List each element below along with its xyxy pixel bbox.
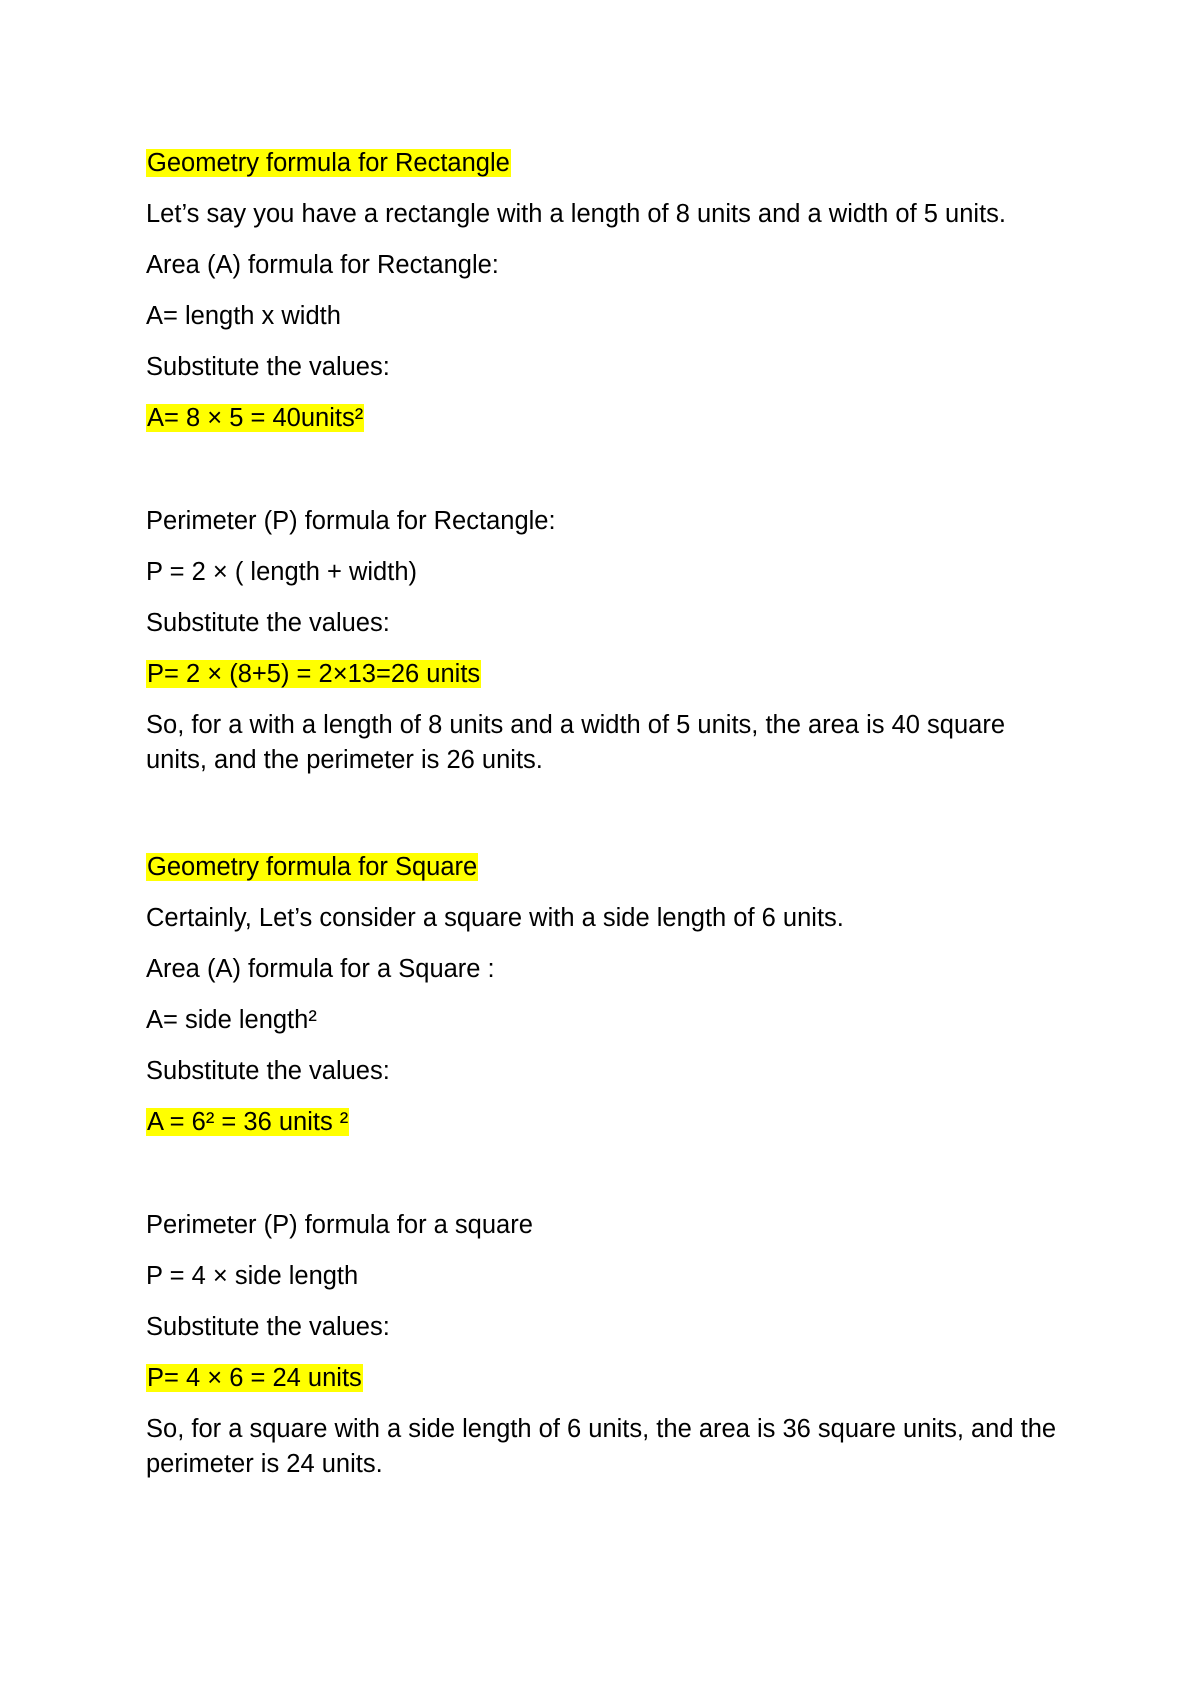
rectangle-perimeter-result-line (146, 657, 1066, 692)
rectangle-summary: So, for a with a length of 8 units and a width of 5 units, the area is 40 square units, and the perimeter is 26 units. (146, 711, 1006, 774)
rectangle-perimeter-result: P= 2 × (8+5) = 2×13=26 units (147, 660, 481, 688)
square-area-substitute: Substitute the values: (146, 1057, 390, 1085)
square-perimeter-substitute: Substitute the values: (146, 1313, 390, 1341)
square-area-result: A = 6² = 36 units ² (147, 1108, 349, 1136)
square-intro: Certainly, Let’s consider a square with a side length of 6 units. (146, 904, 844, 932)
spacer (146, 1156, 1066, 1208)
square-area-result-line (146, 1105, 1066, 1140)
rectangle-heading: Geometry formula for Rectangle (147, 149, 510, 177)
square-heading-line (146, 850, 1066, 885)
square-perimeter-result-line (146, 1361, 1066, 1396)
rectangle-area-substitute: Substitute the values: (146, 353, 390, 381)
square-perimeter-title: Perimeter (P) formula for a square (146, 1211, 533, 1239)
square-heading: Geometry formula for Square (147, 853, 478, 881)
rectangle-perimeter-substitute: Substitute the values: (146, 609, 390, 637)
square-area-title: Area (A) formula for a Square : (146, 955, 495, 983)
square-area-formula: A= side length² (146, 1006, 317, 1034)
square-perimeter-result: P= 4 × 6 = 24 units (147, 1364, 362, 1392)
rectangle-area-formula: A= length x width (146, 302, 341, 330)
spacer (146, 794, 1066, 850)
rectangle-intro: Let’s say you have a rectangle with a length of 8 units and a width of 5 units. (146, 200, 1006, 228)
rectangle-area-result: A= 8 × 5 = 40units² (147, 404, 364, 432)
rectangle-area-result-line (146, 401, 1066, 436)
rectangle-heading-line (146, 146, 1066, 181)
document-body (146, 146, 1066, 1498)
square-perimeter-formula: P = 4 × side length (146, 1262, 359, 1290)
rectangle-perimeter-title: Perimeter (P) formula for Rectangle: (146, 507, 556, 535)
rectangle-area-title: Area (A) formula for Rectangle: (146, 251, 499, 279)
spacer (146, 452, 1066, 504)
rectangle-perimeter-formula: P = 2 × ( length + width) (146, 558, 417, 586)
square-summary: So, for a square with a side length of 6 units, the area is 36 square units, and the perimeter is 24 units. (146, 1415, 1057, 1478)
